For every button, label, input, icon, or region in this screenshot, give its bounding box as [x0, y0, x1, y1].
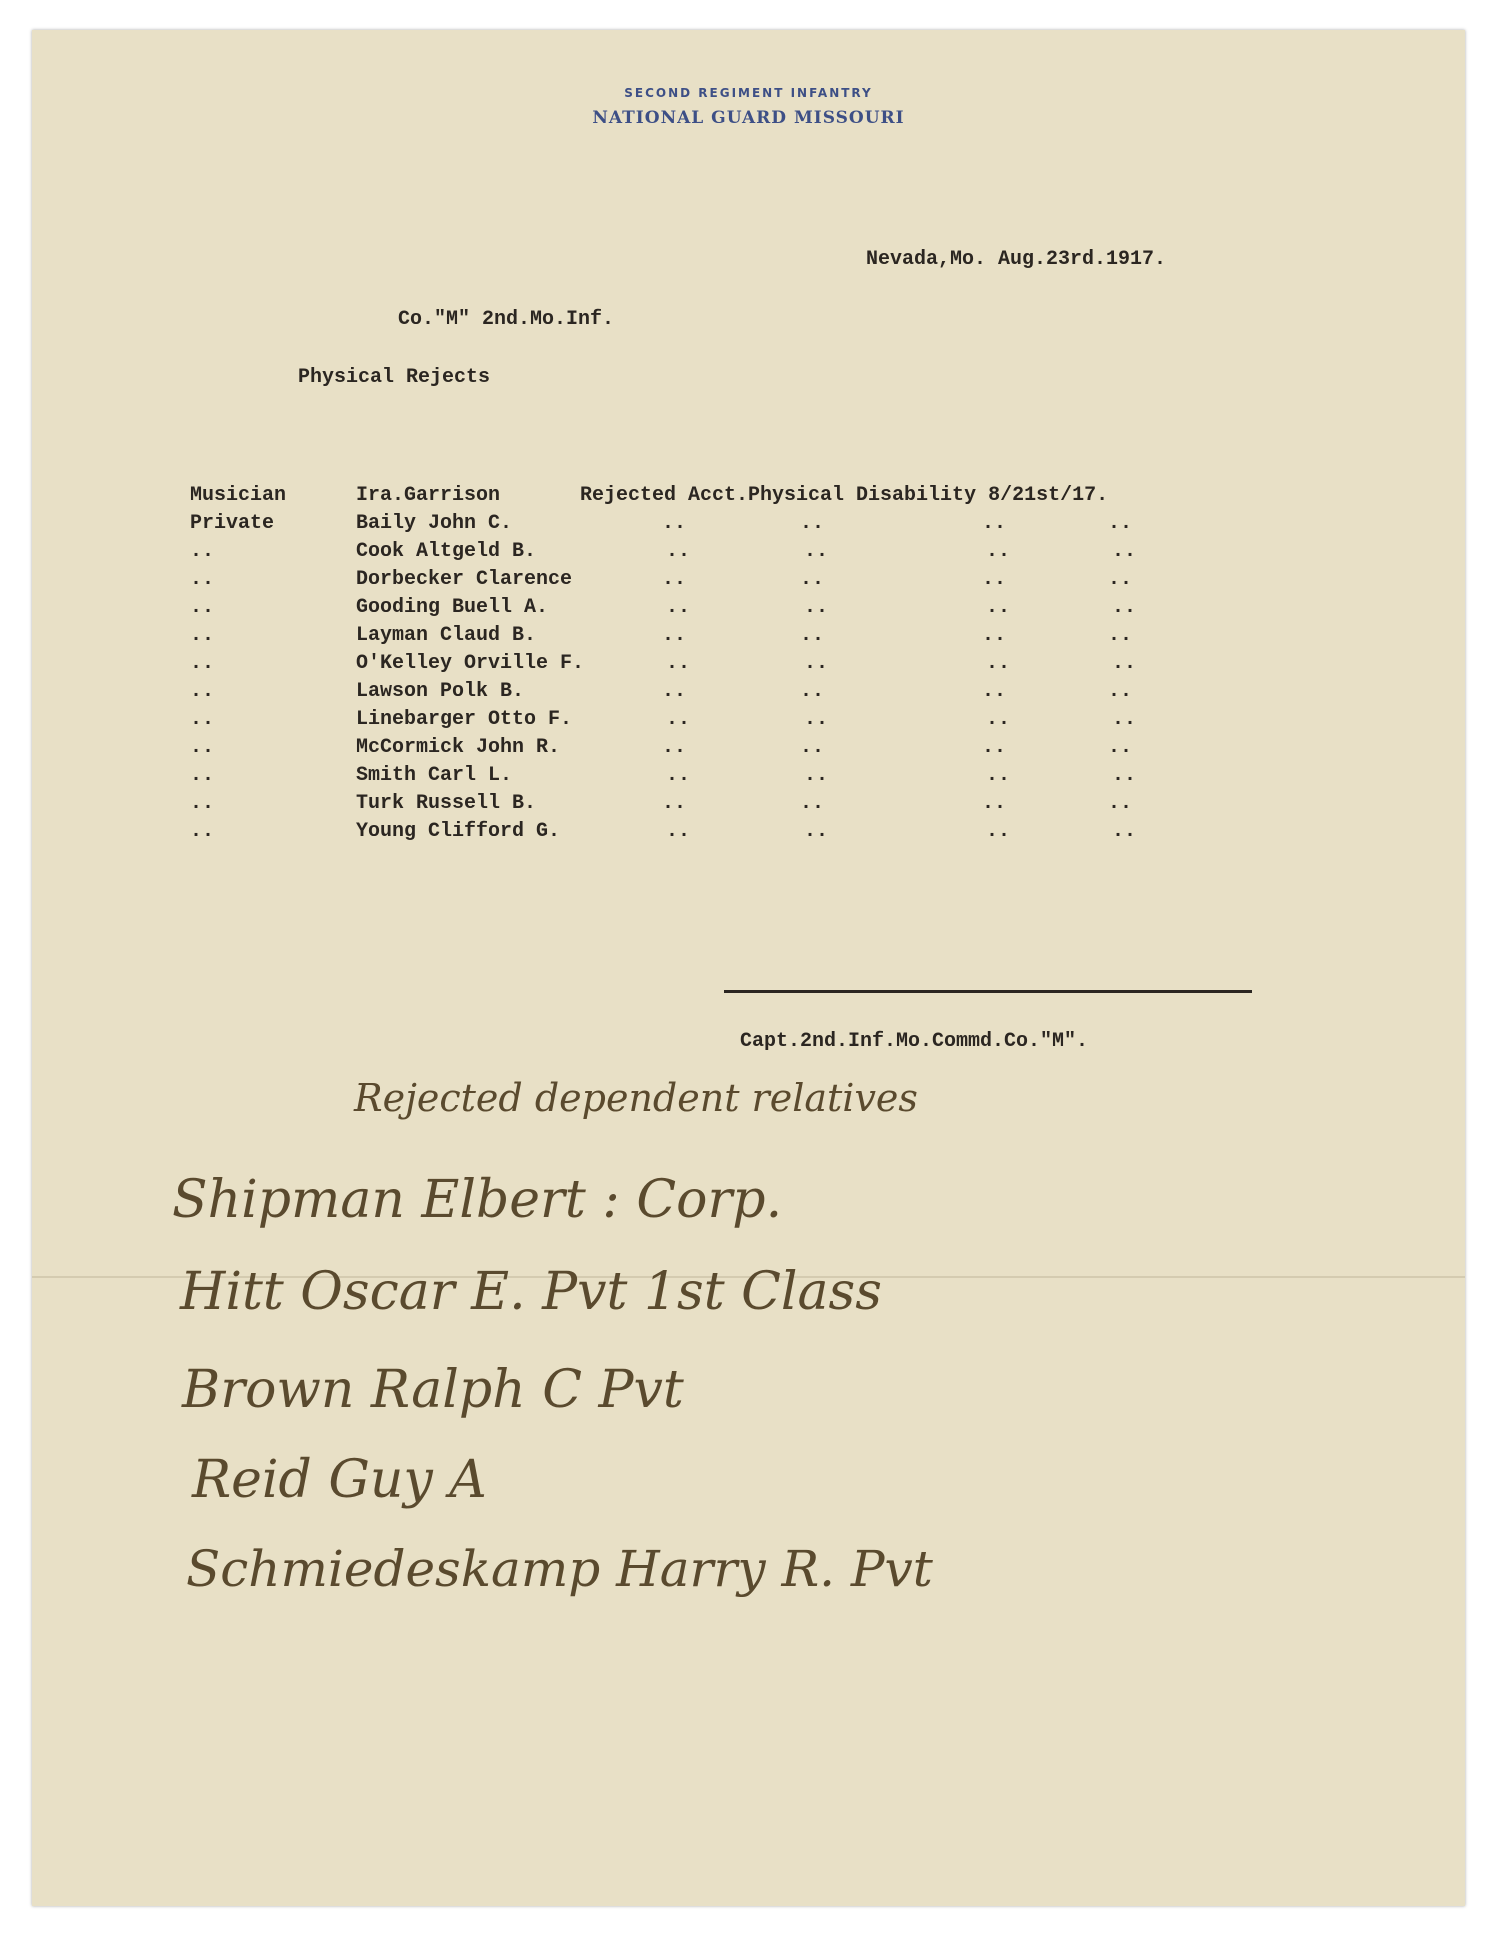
ditto-mark: ..: [982, 792, 1007, 815]
ditto-mark: ..: [666, 820, 691, 843]
ditto-mark: ..: [1112, 596, 1137, 619]
list-item: [32, 540, 1465, 568]
ditto-mark: ..: [662, 792, 687, 815]
ditto-mark: ..: [982, 568, 1007, 591]
ditto-mark: ..: [800, 736, 825, 759]
ditto-mark: ..: [1112, 540, 1137, 563]
header-reason: Rejected Acct.Physical Disability 8/21st/17.: [580, 484, 1109, 507]
subject-line: Physical Rejects: [298, 366, 491, 389]
row-name: Young Clifford G.: [356, 820, 561, 843]
ditto-mark: ..: [986, 596, 1011, 619]
ditto-mark: ..: [666, 596, 691, 619]
row-rank: ..: [190, 736, 215, 759]
row-rank: ..: [190, 792, 215, 815]
ditto-mark: ..: [800, 792, 825, 815]
row-name: Lawson Polk B.: [356, 680, 525, 703]
row-rank: ..: [190, 540, 215, 563]
row-rank: ..: [190, 568, 215, 591]
signature-caption: Capt.2nd.Inf.Mo.Commd.Co."M".: [740, 1030, 1089, 1053]
ditto-mark: ..: [982, 512, 1007, 535]
ditto-mark: ..: [1108, 624, 1133, 647]
ditto-mark: ..: [986, 820, 1011, 843]
ditto-mark: ..: [800, 512, 825, 535]
ditto-mark: ..: [1108, 512, 1133, 535]
ditto-mark: ..: [986, 540, 1011, 563]
ditto-mark: ..: [666, 764, 691, 787]
handwritten-line: Hitt Oscar E. Pvt 1st Class: [180, 1262, 882, 1322]
ditto-mark: ..: [1112, 708, 1137, 731]
ditto-mark: ..: [982, 624, 1007, 647]
list-item: [32, 708, 1465, 736]
ditto-mark: ..: [662, 624, 687, 647]
ditto-mark: ..: [666, 540, 691, 563]
ditto-mark: ..: [800, 624, 825, 647]
row-name: Dorbecker Clarence: [356, 568, 573, 591]
ditto-mark: ..: [982, 736, 1007, 759]
ditto-mark: ..: [666, 708, 691, 731]
list-item: [32, 764, 1465, 792]
ditto-mark: ..: [800, 680, 825, 703]
row-rank: ..: [190, 680, 215, 703]
list-item: [32, 652, 1465, 680]
row-rank: ..: [190, 596, 215, 619]
list-item: [32, 512, 1465, 540]
ditto-mark: ..: [1108, 736, 1133, 759]
ditto-mark: ..: [804, 764, 829, 787]
document-page: [32, 30, 1465, 1906]
ditto-mark: ..: [804, 820, 829, 843]
letterhead-regiment: SECOND REGIMENT INFANTRY: [624, 86, 873, 100]
row-rank: ..: [190, 652, 215, 675]
list-item: [32, 624, 1465, 652]
ditto-mark: ..: [666, 652, 691, 675]
ditto-mark: ..: [662, 512, 687, 535]
ditto-mark: ..: [662, 680, 687, 703]
ditto-mark: ..: [986, 708, 1011, 731]
row-name: Gooding Buell A.: [356, 596, 549, 619]
ditto-mark: ..: [1108, 680, 1133, 703]
row-rank: ..: [190, 624, 215, 647]
ditto-mark: ..: [804, 652, 829, 675]
ditto-mark: ..: [662, 736, 687, 759]
date-line: Nevada,Mo. Aug.23rd.1917.: [866, 248, 1167, 271]
row-rank: ..: [190, 764, 215, 787]
handwritten-line: Reid Guy A: [192, 1450, 487, 1510]
ditto-mark: ..: [986, 652, 1011, 675]
row-name: O'Kelley Orville F.: [356, 652, 585, 675]
row-name: Layman Claud B.: [356, 624, 537, 647]
row-rank: ..: [190, 708, 215, 731]
ditto-mark: ..: [1112, 764, 1137, 787]
list-item: [32, 792, 1465, 820]
list-item: [32, 680, 1465, 708]
header-rank: Musician: [190, 484, 287, 507]
row-name: Smith Carl L.: [356, 764, 513, 787]
handwritten-line: Brown Ralph C Pvt: [182, 1360, 684, 1420]
ditto-mark: ..: [804, 708, 829, 731]
handwritten-heading: Rejected dependent relatives: [354, 1076, 918, 1120]
row-name: Turk Russell B.: [356, 792, 537, 815]
row-rank: ..: [190, 820, 215, 843]
header-name: Ira.Garrison: [356, 484, 501, 507]
ditto-mark: ..: [662, 568, 687, 591]
handwritten-line: Shipman Elbert : Corp.: [172, 1170, 783, 1230]
ditto-mark: ..: [1112, 820, 1137, 843]
row-rank: Private: [190, 512, 275, 535]
company-line: Co."M" 2nd.Mo.Inf.: [398, 308, 615, 331]
row-name: Linebarger Otto F.: [356, 708, 573, 731]
ditto-mark: ..: [1108, 792, 1133, 815]
letterhead-guard: NATIONAL GUARD MISSOURI: [592, 108, 905, 128]
list-item: [32, 820, 1465, 848]
ditto-mark: ..: [1112, 652, 1137, 675]
row-name: Cook Altgeld B.: [356, 540, 537, 563]
row-name: McCormick John R.: [356, 736, 561, 759]
ditto-mark: ..: [800, 568, 825, 591]
list-item: [32, 736, 1465, 764]
signature-line: [724, 990, 1252, 993]
ditto-mark: ..: [986, 764, 1011, 787]
handwritten-line: Schmiedeskamp Harry R. Pvt: [186, 1540, 933, 1598]
ditto-mark: ..: [804, 596, 829, 619]
list-item: [32, 596, 1465, 624]
row-name: Baily John C.: [356, 512, 513, 535]
ditto-mark: ..: [1108, 568, 1133, 591]
list-item: [32, 568, 1465, 596]
ditto-mark: ..: [982, 680, 1007, 703]
ditto-mark: ..: [804, 540, 829, 563]
